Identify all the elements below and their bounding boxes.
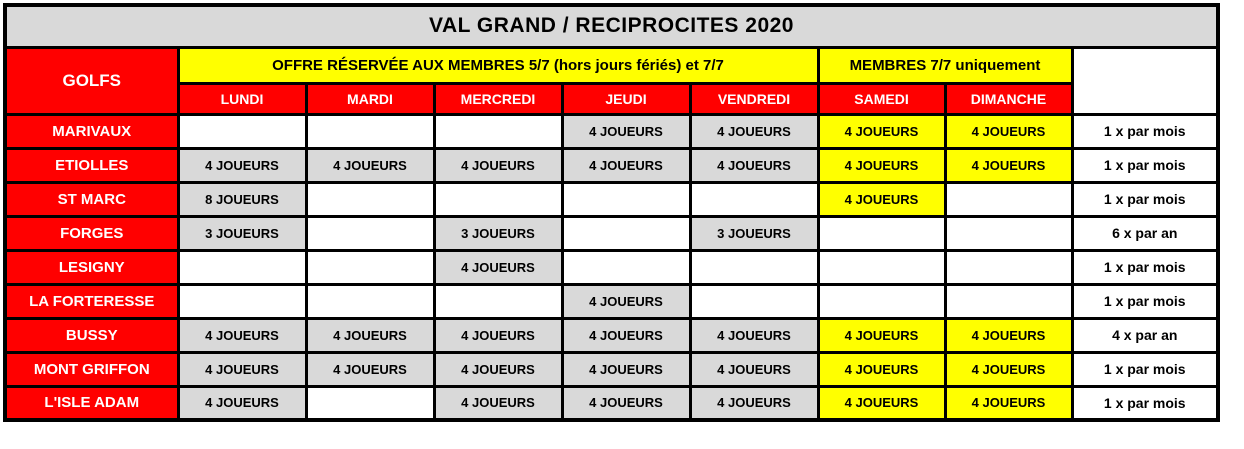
golf-name: FORGES: [5, 216, 178, 250]
day-cell: 4 JOUEURS: [818, 352, 945, 386]
day-cell: [434, 114, 562, 148]
day-cell: 4 JOUEURS: [562, 318, 690, 352]
day-cell: [306, 182, 434, 216]
day-cell: 3 JOUEURS: [178, 216, 306, 250]
day-cell: 4 JOUEURS: [434, 148, 562, 182]
day-cell: 4 JOUEURS: [818, 182, 945, 216]
frequency-cell: 1 x par mois: [1072, 250, 1218, 284]
day-cell: 4 JOUEURS: [690, 148, 818, 182]
day-cell: [306, 250, 434, 284]
day-cell: 4 JOUEURS: [945, 318, 1072, 352]
day-cell: 4 JOUEURS: [818, 148, 945, 182]
day-cell: [306, 114, 434, 148]
day-cell: 3 JOUEURS: [690, 216, 818, 250]
day-cell: [945, 250, 1072, 284]
frequency-cell: 1 x par mois: [1072, 114, 1218, 148]
frequency-cell: 1 x par mois: [1072, 284, 1218, 318]
day-cell: [178, 114, 306, 148]
day-cell: 4 JOUEURS: [690, 114, 818, 148]
day-cell: 4 JOUEURS: [306, 318, 434, 352]
day-cell: [818, 250, 945, 284]
day-cell: 4 JOUEURS: [178, 148, 306, 182]
day-cell: [306, 284, 434, 318]
day-cell: 4 JOUEURS: [690, 318, 818, 352]
reciprocity-table: [3, 3, 1220, 422]
day-cell: 3 JOUEURS: [434, 216, 562, 250]
day-cell: 8 JOUEURS: [178, 182, 306, 216]
table-row: [5, 114, 1218, 148]
day-cell: 4 JOUEURS: [434, 352, 562, 386]
day-cell: 4 JOUEURS: [178, 386, 306, 420]
day-header-lundi: LUNDI: [178, 83, 306, 114]
day-cell: 4 JOUEURS: [818, 114, 945, 148]
day-cell: 4 JOUEURS: [178, 352, 306, 386]
frequency-column-header: [1072, 47, 1218, 114]
day-cell: [434, 284, 562, 318]
day-cell: 4 JOUEURS: [690, 386, 818, 420]
day-cell: 4 JOUEURS: [945, 114, 1072, 148]
day-cell: 4 JOUEURS: [434, 250, 562, 284]
day-cell: 4 JOUEURS: [306, 352, 434, 386]
offer-members-77-header: MEMBRES 7/7 uniquement: [818, 47, 1072, 83]
golf-name: MARIVAUX: [5, 114, 178, 148]
golf-name: ST MARC: [5, 182, 178, 216]
day-cell: 4 JOUEURS: [562, 386, 690, 420]
day-cell: 4 JOUEURS: [178, 318, 306, 352]
day-cell: 4 JOUEURS: [945, 386, 1072, 420]
day-cell: [178, 284, 306, 318]
page-title: VAL GRAND / RECIPROCITES 2020: [5, 5, 1218, 47]
frequency-cell: 4 x par an: [1072, 318, 1218, 352]
table-row: [5, 216, 1218, 250]
day-cell: [818, 284, 945, 318]
day-header-mercredi: MERCREDI: [434, 83, 562, 114]
day-cell: [562, 182, 690, 216]
golf-name: ETIOLLES: [5, 148, 178, 182]
day-cell: 4 JOUEURS: [945, 352, 1072, 386]
day-cell: [562, 250, 690, 284]
table-row: [5, 182, 1218, 216]
day-cell: 4 JOUEURS: [306, 148, 434, 182]
frequency-cell: 1 x par mois: [1072, 352, 1218, 386]
golf-name: BUSSY: [5, 318, 178, 352]
day-header-samedi: SAMEDI: [818, 83, 945, 114]
golf-name: LESIGNY: [5, 250, 178, 284]
frequency-cell: 1 x par mois: [1072, 148, 1218, 182]
frequency-cell: 1 x par mois: [1072, 386, 1218, 420]
golfs-column-header: GOLFS: [5, 47, 178, 114]
day-cell: 4 JOUEURS: [945, 148, 1072, 182]
table-row: [5, 250, 1218, 284]
golf-name: MONT GRIFFON: [5, 352, 178, 386]
day-cell: 4 JOUEURS: [818, 386, 945, 420]
golf-name: LA FORTERESSE: [5, 284, 178, 318]
frequency-cell: 1 x par mois: [1072, 182, 1218, 216]
day-header-mardi: MARDI: [306, 83, 434, 114]
day-cell: [945, 182, 1072, 216]
table-row: [5, 386, 1218, 420]
day-cell: [818, 216, 945, 250]
day-cell: [434, 182, 562, 216]
day-cell: [562, 216, 690, 250]
day-cell: [306, 216, 434, 250]
day-cell: 4 JOUEURS: [434, 386, 562, 420]
day-cell: 4 JOUEURS: [562, 148, 690, 182]
day-cell: 4 JOUEURS: [818, 318, 945, 352]
day-header-jeudi: JEUDI: [562, 83, 690, 114]
frequency-cell: 6 x par an: [1072, 216, 1218, 250]
table-row: [5, 352, 1218, 386]
day-cell: [945, 216, 1072, 250]
day-cell: 4 JOUEURS: [434, 318, 562, 352]
day-header-vendredi: VENDREDI: [690, 83, 818, 114]
day-cell: [178, 250, 306, 284]
table-row: [5, 284, 1218, 318]
day-cell: 4 JOUEURS: [562, 352, 690, 386]
golf-name: L'ISLE ADAM: [5, 386, 178, 420]
table-row: [5, 318, 1218, 352]
table-row: [5, 148, 1218, 182]
day-cell: [945, 284, 1072, 318]
offer-members-57-header: OFFRE RÉSERVÉE AUX MEMBRES 5/7 (hors jours fériés) et 7/7: [178, 47, 818, 83]
day-header-dimanche: DIMANCHE: [945, 83, 1072, 114]
day-cell: [306, 386, 434, 420]
day-cell: [690, 250, 818, 284]
day-cell: 4 JOUEURS: [690, 352, 818, 386]
day-cell: 4 JOUEURS: [562, 114, 690, 148]
day-cell: [690, 182, 818, 216]
day-cell: 4 JOUEURS: [562, 284, 690, 318]
day-cell: [690, 284, 818, 318]
